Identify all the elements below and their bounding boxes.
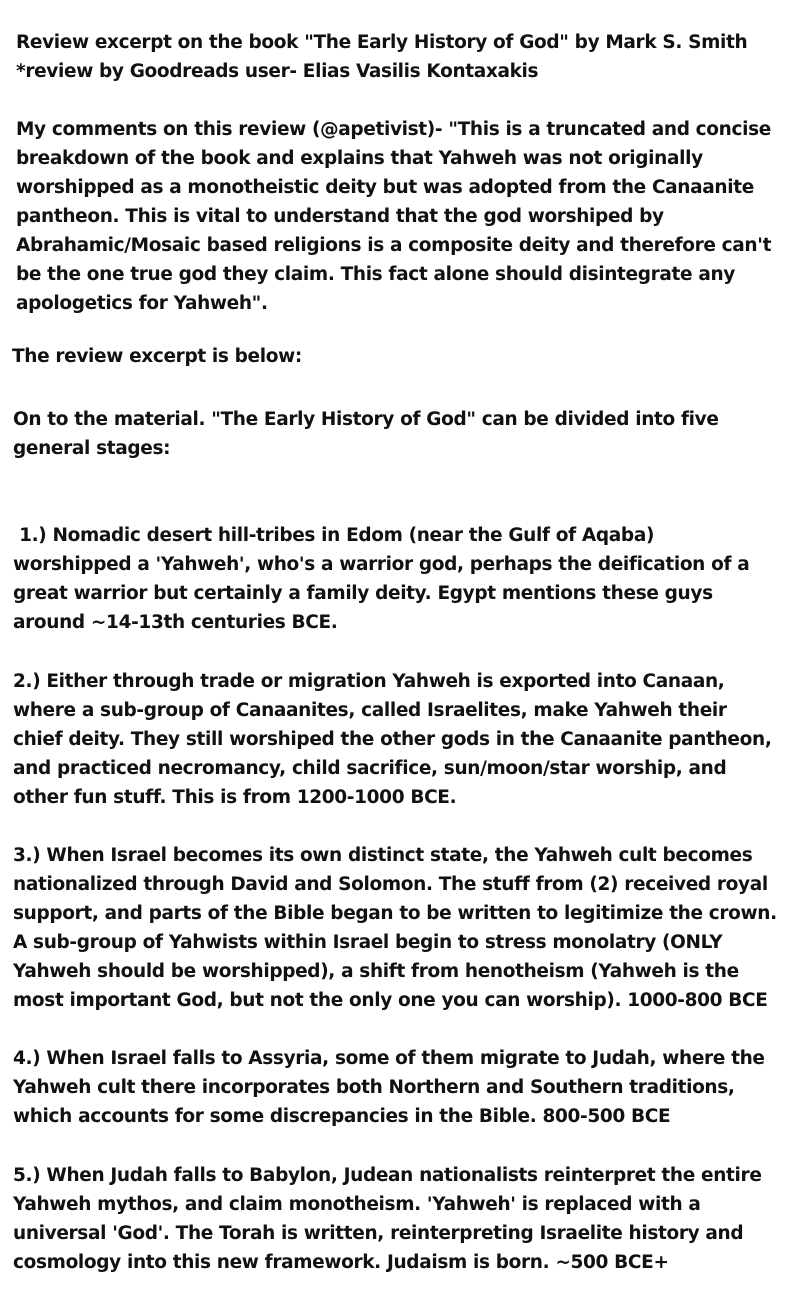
comments-line: Abrahamic/Mosaic based religions is a composite deity and therefore can't: [16, 235, 772, 256]
header-line: Review excerpt on the book "The Early History of God" by Mark S. Smith: [16, 32, 748, 53]
stage-line: worshipped a 'Yahweh', who's a warrior god, perhaps the deification of a: [13, 554, 750, 575]
stage-line: cosmology into this new framework. Judaism is born. ~500 BCE+: [13, 1252, 669, 1273]
header-line: *review by Goodreads user- Elias Vasilis Kontaxakis: [16, 61, 539, 82]
stage-5: [13, 1161, 762, 1277]
comments-line: apologetics for Yahweh".: [16, 293, 268, 314]
stage-line: 2.) Either through trade or migration Yahweh is exported into Canaan,: [13, 671, 725, 692]
stage-line: where a sub-group of Canaanites, called Israelites, make Yahweh their: [13, 700, 727, 721]
stage-line: which accounts for some discrepancies in the Bible. 800-500 BCE: [13, 1106, 671, 1127]
stage-line: and practiced necromancy, child sacrifice, sun/moon/star worship, and: [13, 758, 727, 779]
stage-line: other fun stuff. This is from 1200-1000 BCE.: [13, 787, 457, 808]
stage-4: [13, 1044, 765, 1131]
comments-line: breakdown of the book and explains that Yahweh was not originally: [16, 148, 703, 169]
stage-line: Yahweh mythos, and claim monotheism. 'Yahweh' is replaced with a: [13, 1194, 701, 1215]
review-header: [16, 28, 747, 86]
stage-3: [13, 841, 777, 1015]
comments-line: be the one true god they claim. This fact alone should disintegrate any: [16, 264, 735, 285]
stage-line: 3.) When Israel becomes its own distinct state, the Yahweh cult becomes: [13, 845, 753, 866]
intro-line: general stages:: [13, 438, 171, 459]
stage-2: [13, 667, 772, 812]
stage-line: 5.) When Judah falls to Babylon, Judean nationalists reinterpret the entire: [13, 1165, 762, 1186]
stage-line: A sub-group of Yahwists within Israel begin to stress monolatry (ONLY: [13, 932, 723, 953]
stage-line: Yahweh should be worshipped), a shift from henotheism (Yahweh is the: [13, 961, 739, 982]
stage-line: support, and parts of the Bible began to be written to legitimize the crown.: [13, 903, 777, 924]
comments-line: pantheon. This is vital to understand that the god worshiped by: [16, 206, 664, 227]
stage-1: [13, 521, 749, 637]
author-comments: [16, 115, 771, 318]
excerpt-label-line: The review excerpt is below:: [12, 346, 302, 367]
stage-line: 1.) Nomadic desert hill-tribes in Edom (near the Gulf of Aqaba): [13, 525, 655, 546]
stage-line: chief deity. They still worshiped the other gods in the Canaanite pantheon,: [13, 729, 772, 750]
intro-line: On to the material. "The Early History of God" can be divided into five: [13, 409, 719, 430]
stage-line: 4.) When Israel falls to Assyria, some of them migrate to Judah, where the: [13, 1048, 765, 1069]
stage-line: universal 'God'. The Torah is written, reinterpreting Israelite history and: [13, 1223, 744, 1244]
stage-line: nationalized through David and Solomon. The stuff from (2) received royal: [13, 874, 768, 895]
comments-line: My comments on this review (@apetivist)- "This is a truncated and concise: [16, 119, 771, 140]
stage-line: most important God, but not the only one you can worship). 1000-800 BCE: [13, 990, 768, 1011]
excerpt-intro: [13, 405, 719, 463]
stage-line: great warrior but certainly a family deity. Egypt mentions these guys: [13, 583, 713, 604]
stage-line: around ~14-13th centuries BCE.: [13, 612, 338, 633]
stage-line: Yahweh cult there incorporates both Northern and Southern traditions,: [13, 1077, 735, 1098]
comments-line: worshipped as a monotheistic deity but was adopted from the Canaanite: [16, 177, 754, 198]
excerpt-label: [12, 342, 302, 371]
